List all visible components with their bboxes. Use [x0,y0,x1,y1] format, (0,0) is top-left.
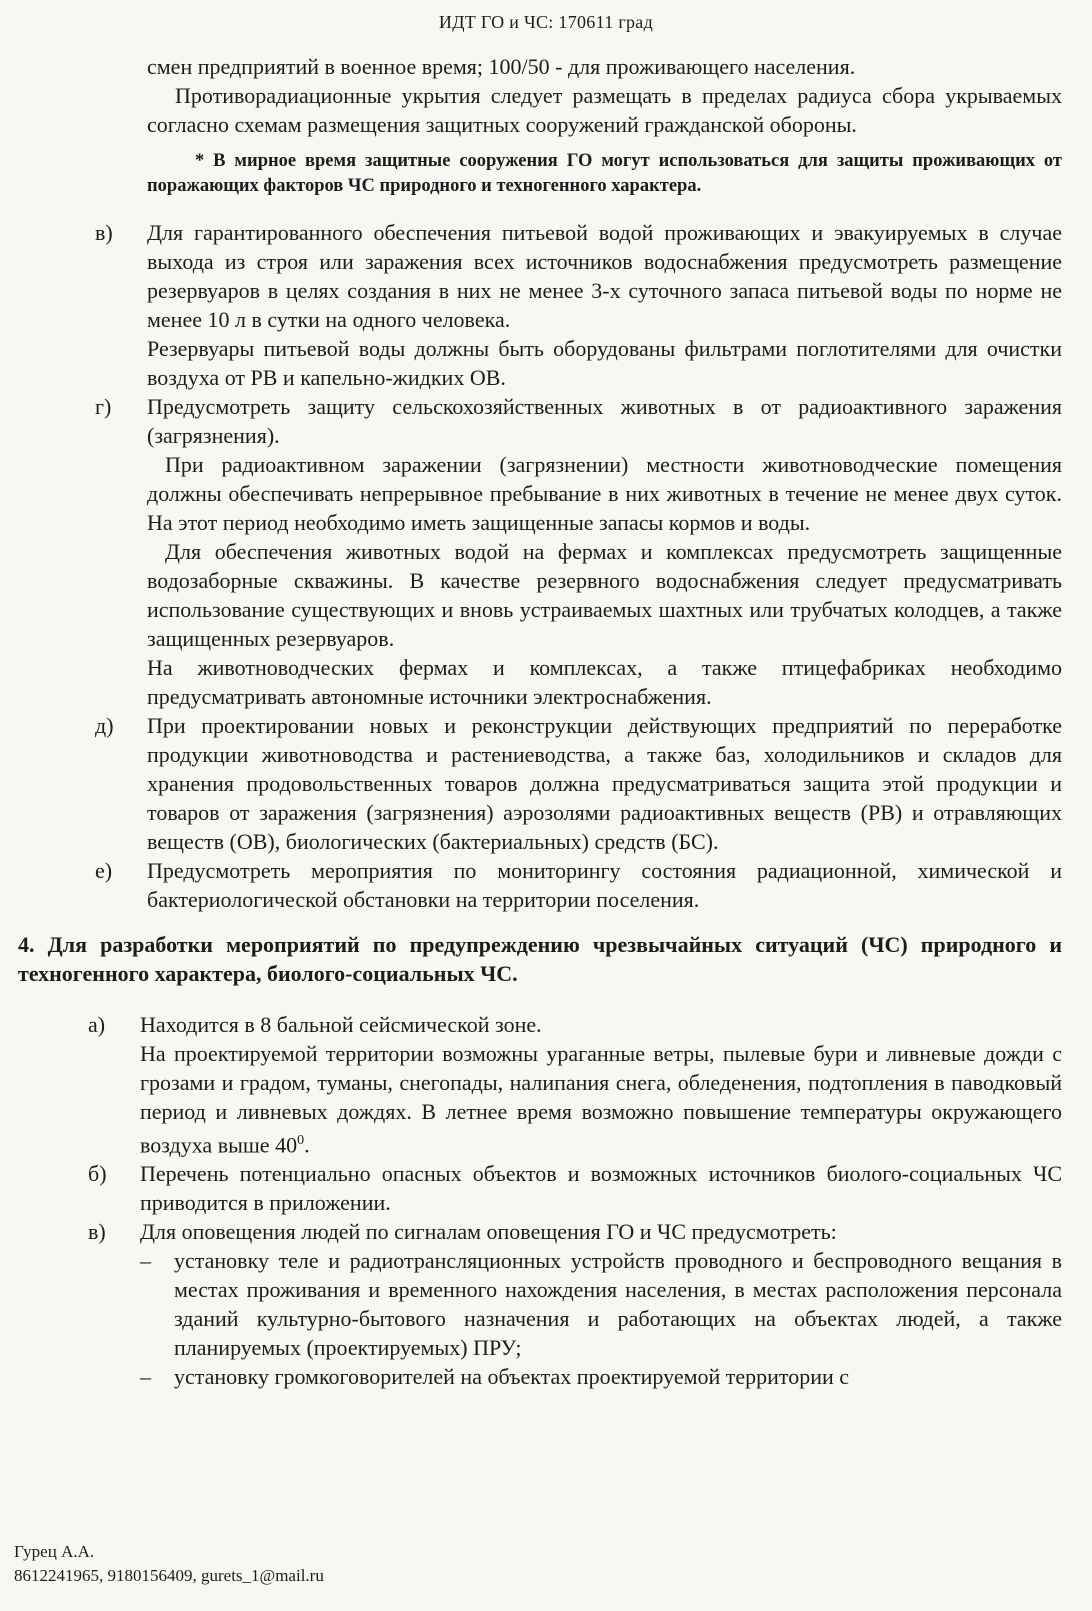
list-item-paragraph: Для оповещения людей по сигналам оповещения ГО и ЧС предусмотреть: [140,1218,837,1244]
list-marker: е) [95,857,113,883]
list-item-g [0,392,1062,711]
paragraph-shelters: Противорадиационные укрытия следует размещать в пределах радиуса сбора укрываемых согласно схемам размещения защитных сооружений гражданской обороны. [147,83,1062,137]
list-item-e [0,856,1062,914]
section-4-heading: 4. Для разработки мероприятий по предупреждению чрезвычайных ситуаций (ЧС) природного и техногенного характера, биолого-социальных ЧС. [18,931,1062,986]
list-marker: в) [95,219,113,245]
dash-item-text: установку громкоговорителей на объектах проектируемой территории с [174,1363,850,1389]
weather-text-end: . [304,1131,310,1157]
list-item-paragraph: Перечень потенциально опасных объектов и возможных источников биолого-социальных ЧС приводится в приложении. [140,1160,1062,1215]
dash-item-text: установку теле и радиотрансляционных устройств проводного и беспроводного вещания в местах проживания и временного нахождения населения, в местах расположения персонала зданий культурно-бытового назначения и работающих на объектах людей, а также планируемых (проектируемых) ПРУ; [174,1247,1062,1360]
list-item-b [0,1159,1062,1217]
list-marker: г) [95,393,112,419]
list-item-paragraph: При проектировании новых и реконструкции действующих предприятий по переработке продукции животноводства и растениеводства, а также баз, холодильников и складов для хранения продовольственных товаров должна предусматриваться защита этой продукции и товаров от заражения (загрязнения) аэрозолями радиоактивных веществ (РВ) и отравляющих веществ (ОВ), биологических (бактериальных) средств (БС). [147,712,1062,854]
list-item-paragraph: При радиоактивном заражении (загрязнении) местности животноводческие помещения должны обеспечивать непрерывное пребывание в них животных в течение не менее двух суток. На этот период необходимо иметь защищенные запасы кормов и воды. [147,451,1062,535]
list-item-v [0,218,1062,392]
dash-marker: – [140,1363,151,1389]
list-item-paragraph: Предусмотреть защиту сельскохозяйственных животных в от радиоактивного заражения (загрязнения). [147,393,1062,448]
document-body [0,52,1092,1391]
dash-item [140,1246,1062,1362]
degree-superscript: 0 [297,1132,305,1148]
page-footer [14,1540,324,1588]
list-item-paragraph: Находится в 8 бальной сейсмической зоне. [140,1011,542,1037]
list-marker: в) [88,1218,106,1244]
list-item-paragraph: Для гарантированного обеспечения питьевой водой проживающих и эвакуируемых в случае выхода из строя или заражения всех источников водоснабжения предусмотреть размещение резервуаров в целях создания в них не менее 3-х суточного запаса питьевой воды по норме не менее 10 л в сутки на одного человека. [147,219,1062,332]
list-marker: д) [95,712,114,738]
list-item-paragraph: Для обеспечения животных водой на фермах и комплексах предусмотреть защищенные водозаборные скважины. В качестве резервного водоснабжения следует предусматривать использование существующих и вновь устраиваемых шахтных или трубчатых колодцев, а также защищенных резервуаров. [147,538,1062,651]
list-item-paragraph: Предусмотреть мероприятия по мониторингу состояния радиационной, химической и бактериологической обстановки на территории поселения. [147,857,1062,912]
author-contacts: 8612241965, 9180156409, gurets_1@mail.ru [14,1566,324,1585]
dash-marker: – [140,1247,151,1273]
list-item-paragraph: Резервуары питьевой воды должны быть оборудованы фильтрами поглотителями для очистки воздуха от РВ и капельно-жидких ОВ. [147,335,1062,390]
list-item-a [0,1010,1062,1159]
list-item-d [0,711,1062,856]
paragraph-top: смен предприятий в военное время; 100/50 - для проживающего населения. [147,54,856,79]
list-item-v2 [0,1217,1062,1246]
list-marker: б) [88,1160,107,1186]
list-marker: а) [88,1011,106,1037]
weather-text: На проектируемой территории возможны ураганные ветры, пылевые бури и ливневые дожди с грозами и градом, туманы, снегопады, налипания снега, обледенения, подтопления в паводковый период и ливневых дождях. В летнее время возможно повышение температуры окружающего воздуха выше 40 [140,1040,1062,1157]
page-header: ИДТ ГО и ЧС: 170611 град [438,12,654,32]
author-name: Гурец А.А. [14,1542,95,1561]
dash-item [140,1362,1062,1391]
list-item-paragraph: На животноводческих фермах и комплексах, а также птицефабриках необходимо предусматривать автономные источники электроснабжения. [147,654,1062,709]
list-item-paragraph [140,1039,1062,1159]
peacetime-note: * В мирное время защитные сооружения ГО могут использоваться для защиты проживающих от поражающих факторов ЧС природного и техногенного характера. [147,151,1062,196]
